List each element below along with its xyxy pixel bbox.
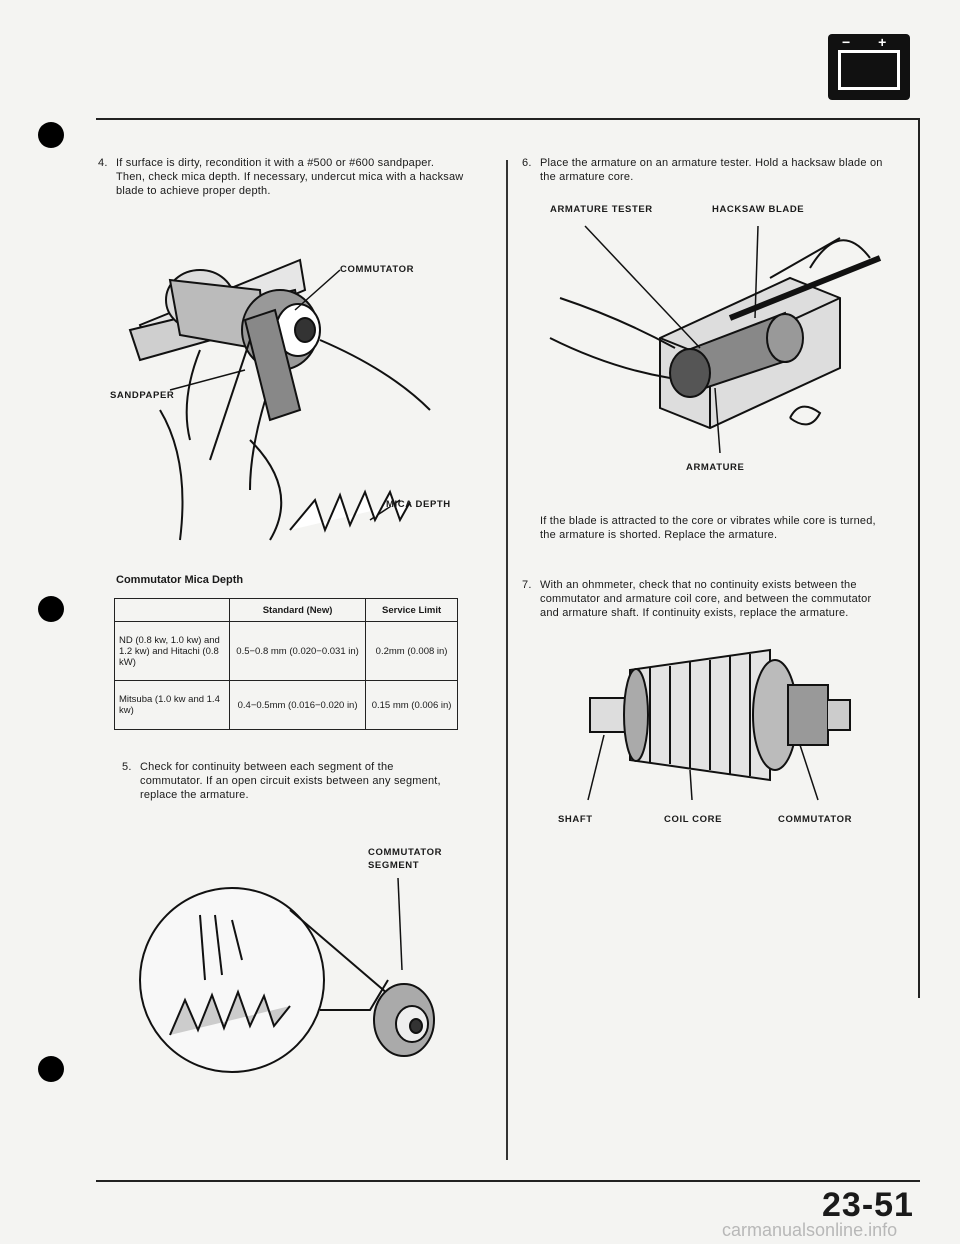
table-cell: 0.2mm (0.008 in)	[366, 622, 458, 681]
table-header: Service Limit	[366, 599, 458, 622]
step-6-note: If the blade is attracted to the core or vibrates while core is turned, the armature is shorted. Replace the armature.	[540, 515, 876, 541]
armature-parts-illustration	[560, 640, 860, 810]
armature-tester-illustration	[540, 218, 880, 458]
label-commutator: COMMUTATOR	[340, 264, 415, 275]
battery-icon: − +	[828, 34, 910, 100]
table-cell: 0.5−0.8 mm (0.020−0.031 in)	[230, 622, 366, 681]
page-number: 23-51	[822, 1186, 914, 1224]
label-armature: ARMATURE	[686, 462, 745, 473]
frame-right-rule	[918, 118, 920, 998]
label-coil-core: COIL CORE	[664, 814, 723, 825]
binder-hole	[38, 1056, 64, 1082]
label-mica-depth: MICA DEPTH	[386, 499, 451, 510]
column-divider	[506, 160, 508, 1160]
table-cell: 0.4−0.5mm (0.016−0.020 in)	[230, 681, 366, 730]
mica-depth-table	[114, 598, 458, 730]
binder-hole	[38, 122, 64, 148]
table-row-header: ND (0.8 kw, 1.0 kw) and 1.2 kw) and Hitachi (0.8 kW)	[115, 622, 230, 681]
label-hacksaw-blade: HACKSAW BLADE	[712, 204, 805, 215]
table-caption: Commutator Mica Depth	[116, 574, 244, 586]
step-4: 4. If surface is dirty, recondition it with a #500 or #600 sandpaper. Then, check mica depth. If necessary, undercut mica with a hacksaw blade to achieve proper depth.	[98, 157, 464, 197]
label-commutator-2: COMMUTATOR	[778, 814, 853, 825]
commutator-segment-illustration	[140, 850, 460, 1100]
step-5: 5. Check for continuity between each segment of the commutator. If an open circuit exists between any segment, replace the armature.	[122, 761, 441, 801]
table-row	[115, 622, 458, 681]
watermark: carmanualsonline.info	[722, 1220, 898, 1240]
table-header: Standard (New)	[230, 599, 366, 622]
table-row	[115, 681, 458, 730]
label-armature-tester: ARMATURE TESTER	[550, 204, 653, 215]
table-row-header: Mitsuba (1.0 kw and 1.4 kw)	[115, 681, 230, 730]
label-shaft: SHAFT	[558, 814, 593, 825]
frame-top-rule	[96, 118, 920, 120]
step-6: 6. Place the armature on an armature tester. Hold a hacksaw blade on the armature core.	[522, 157, 883, 183]
binder-hole	[38, 596, 64, 622]
label-commutator-segment: COMMUTATOR SEGMENT	[368, 847, 443, 871]
table-header-row	[115, 599, 458, 622]
frame-bottom-rule	[96, 1180, 920, 1182]
table-corner-cell	[115, 599, 230, 622]
step-7: 7. With an ohmmeter, check that no continuity exists between the commutator and armature coil core, and between the commutator and armature shaft. If continuity exists, replace the armature.	[522, 579, 872, 619]
label-sandpaper: SANDPAPER	[110, 390, 175, 401]
table-cell: 0.15 mm (0.006 in)	[366, 681, 458, 730]
